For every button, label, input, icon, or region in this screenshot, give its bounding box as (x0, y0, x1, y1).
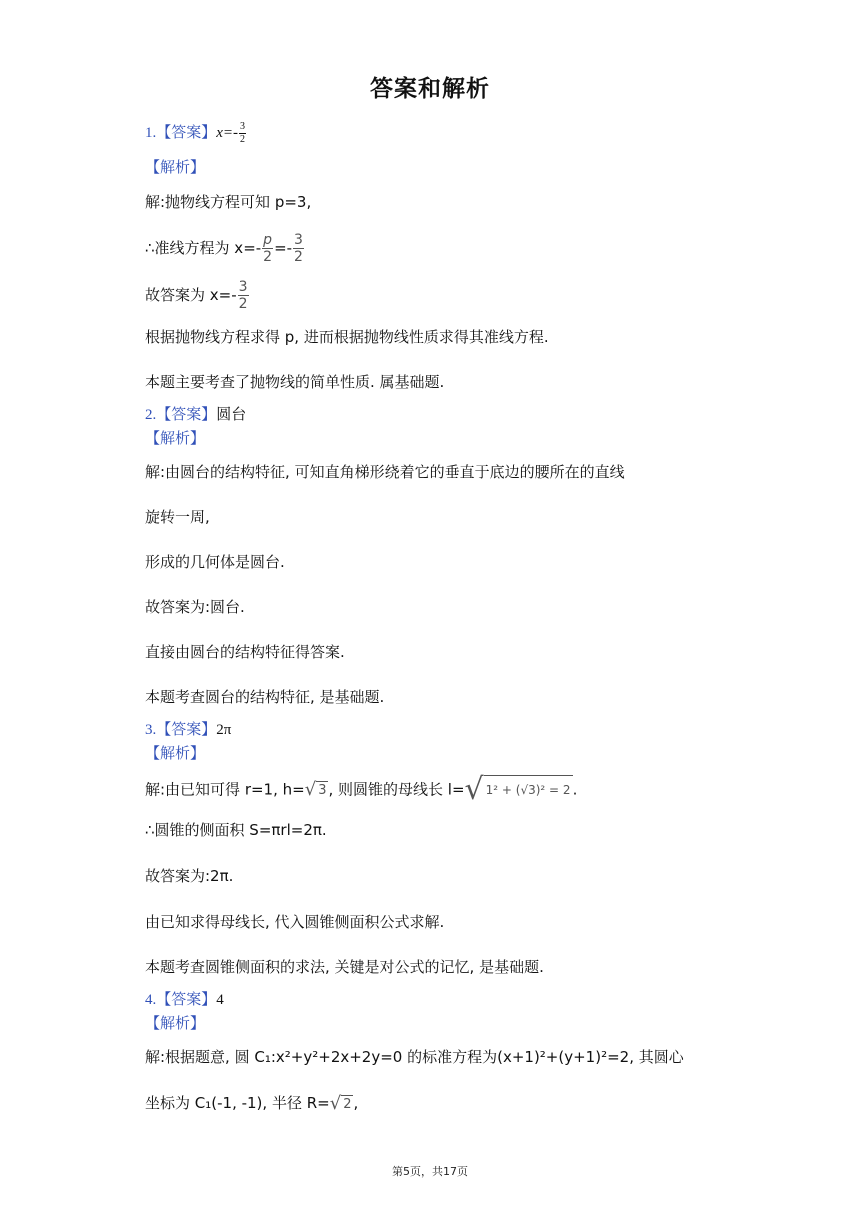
q4-line-2-b: , (353, 1094, 359, 1112)
q2-answer-line (145, 405, 246, 425)
q3-line-1-b: , 则圆锥的母线长 l= (328, 780, 465, 799)
q1-line-2-b: =- (274, 239, 293, 257)
q3-line-2: ∴圆锥的侧面积 S=πrl=2π. (145, 821, 327, 839)
page-title: 答案和解析 (370, 76, 490, 102)
q3-line-1 (145, 772, 578, 807)
q3-line-3: 故答案为:2π. (145, 867, 234, 885)
q2-line-2: 旋转一周, (145, 508, 210, 526)
q1-answer-text: x=- (216, 124, 239, 141)
q1-line-5: 本题主要考查了抛物线的简单性质. 属基础题. (145, 373, 445, 391)
q4-line-1: 解:根据题意, 圆 C₁:x²+y²+2x+2y=0 的标准方程为(x+1)²+(y+1)²=2, 其圆心 (145, 1048, 684, 1066)
q1-line-4: 根据抛物线方程求得 p, 进而根据抛物线性质求得其准线方程. (145, 328, 549, 346)
q1-answer-line (145, 122, 247, 145)
q2-line-1: 解:由圆台的结构特征, 可知直角梯形绕着它的垂直于底边的腰所在的直线 (145, 463, 625, 481)
q1-line-2 (145, 233, 305, 264)
q4-answer-label: 4.【答案】 (145, 992, 217, 1008)
q2-answer-label: 2.【答案】 (145, 407, 217, 423)
q3-line-5: 本题考查圆锥侧面积的求法, 关键是对公式的记忆, 是基础题. (145, 958, 544, 976)
q4-answer-line (145, 990, 224, 1010)
q3-sqrt-3: √ 3 (304, 779, 327, 800)
q2-line-6: 本题考查圆台的结构特征, 是基础题. (145, 688, 385, 706)
q3-slant-height-formula: √ 1² + (√3)² = 2 (464, 772, 571, 807)
q3-answer-label: 3.【答案】 (145, 722, 217, 738)
q3-line-1-c: . (572, 780, 578, 799)
q4-answer-text: 4 (216, 992, 224, 1008)
q1-line-3-a: 故答案为 x=- (145, 286, 237, 304)
q1-analysis-label: 【解析】 (145, 158, 206, 176)
q2-line-5: 直接由圆台的结构特征得答案. (145, 643, 345, 661)
q1-answer-label: 1.【答案】 (145, 124, 217, 141)
q3-answer-line (145, 720, 231, 740)
q2-line-4: 故答案为:圆台. (145, 598, 245, 616)
q3-line-4: 由已知求得母线长, 代入圆锥侧面积公式求解. (145, 913, 445, 931)
q3-analysis-label: 【解析】 (145, 744, 206, 762)
q4-line-2-a: 坐标为 C₁(-1, -1), 半径 R= (145, 1094, 330, 1112)
q1-line-1: 解:抛物线方程可知 p=3, (145, 193, 312, 211)
q4-sqrt-2: √ 2 (329, 1092, 352, 1114)
q2-analysis-label: 【解析】 (145, 429, 206, 447)
q4-line-2 (145, 1093, 358, 1113)
q4-analysis-label: 【解析】 (145, 1014, 206, 1032)
q1-answer-fraction-2: $\frac{3}{2}$ (238, 279, 248, 312)
q2-line-3: 形成的几何体是圆台. (145, 553, 285, 571)
q3-answer-text: 2π (216, 722, 232, 738)
q1-line-3 (145, 280, 250, 311)
q1-fraction-p-over-2: $\frac{p}{2}$ (263, 232, 273, 265)
q1-fraction-3-over-2: $\frac{3}{2}$ (294, 232, 303, 265)
q1-answer-fraction: $\frac{3}{2}$ (240, 121, 246, 145)
q2-answer-text: 圆台 (216, 407, 247, 423)
page-footer: 第5页，共17页 (392, 1165, 468, 1178)
q3-line-1-a: 解:由已知可得 r=1, h= (145, 780, 305, 799)
q1-line-2-a: ∴准线方程为 x=- (145, 239, 262, 257)
